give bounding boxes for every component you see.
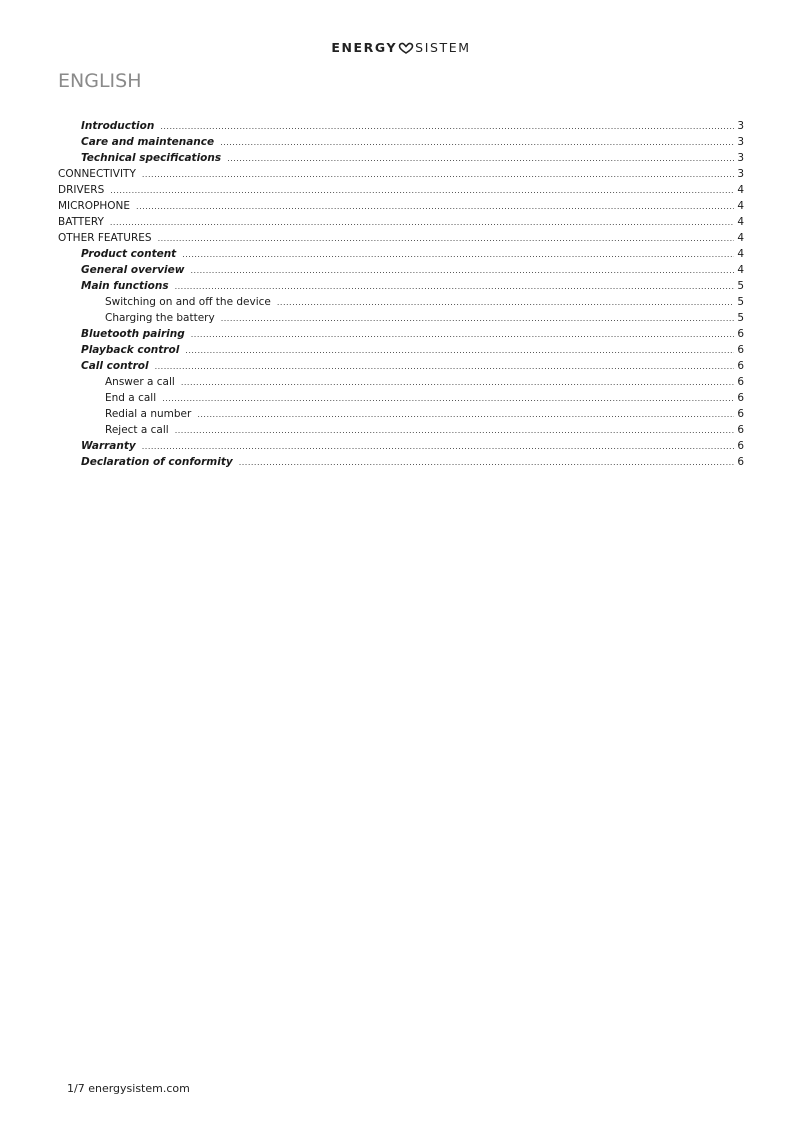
toc-entry[interactable] <box>58 454 744 470</box>
toc-dot-leader <box>136 198 734 215</box>
toc-entry-label: General overview <box>81 264 185 276</box>
toc-entry[interactable] <box>58 326 744 342</box>
toc-entry-label: Answer a call <box>105 376 175 388</box>
toc-entry-label: End a call <box>105 392 157 404</box>
toc-page-number: 6 <box>737 360 744 372</box>
toc-entry-label: Redial a number <box>105 408 192 420</box>
toc-page-number: 6 <box>737 456 744 468</box>
toc-dot-leader <box>277 294 734 311</box>
toc-page-number: 3 <box>737 136 744 148</box>
toc-page-number: 6 <box>737 392 744 404</box>
toc-entry-label: BATTERY <box>58 216 104 228</box>
toc-entry[interactable] <box>58 262 744 278</box>
heart-check-icon <box>397 40 415 55</box>
toc-entry-label: CONNECTIVITY <box>58 168 136 180</box>
toc-entry[interactable] <box>58 278 744 294</box>
toc-entry-label: OTHER FEATURES <box>58 232 152 244</box>
toc-page-number: 4 <box>737 248 744 260</box>
toc-dot-leader <box>155 358 735 375</box>
toc-entry[interactable] <box>58 358 744 374</box>
toc-entry[interactable] <box>58 294 744 310</box>
toc-dot-leader <box>197 406 734 423</box>
toc-page-number: 3 <box>737 120 744 132</box>
toc-dot-leader <box>190 262 734 279</box>
toc-dot-leader <box>142 438 735 455</box>
toc-entry-label: Care and maintenance <box>81 136 215 148</box>
toc-page-number: 4 <box>737 264 744 276</box>
toc-entry[interactable] <box>58 246 744 262</box>
toc-page-number: 3 <box>737 168 744 180</box>
logo-text-energy: ENERGY <box>331 40 398 55</box>
table-of-contents <box>58 118 744 470</box>
toc-page-number: 4 <box>737 216 744 228</box>
logo-text-sistem: SISTEM <box>415 40 471 55</box>
toc-dot-leader <box>162 390 734 407</box>
toc-entry-label: Technical specifications <box>81 152 222 164</box>
toc-dot-leader <box>175 278 735 295</box>
toc-entry-label: Main functions <box>81 280 169 292</box>
toc-entry-label: Warranty <box>81 440 136 452</box>
toc-dot-leader <box>185 342 734 359</box>
toc-dot-leader <box>110 182 734 199</box>
toc-entry[interactable] <box>58 390 744 406</box>
toc-entry-label: DRIVERS <box>58 184 105 196</box>
toc-entry-label: Reject a call <box>105 424 169 436</box>
toc-dot-leader <box>142 166 734 183</box>
toc-page-number: 4 <box>737 200 744 212</box>
brand-logo <box>0 40 802 55</box>
toc-entry-label: Declaration of conformity <box>81 456 233 468</box>
toc-dot-leader <box>182 246 734 263</box>
toc-entry-label: Bluetooth pairing <box>81 328 185 340</box>
toc-entry[interactable] <box>58 166 744 182</box>
toc-entry-label: Playback control <box>81 344 180 356</box>
toc-page-number: 4 <box>737 232 744 244</box>
toc-page-number: 5 <box>737 296 744 308</box>
toc-entry[interactable] <box>58 310 744 326</box>
toc-entry[interactable] <box>58 182 744 198</box>
toc-page-number: 6 <box>737 424 744 436</box>
toc-dot-leader <box>239 454 735 471</box>
toc-entry-label: Call control <box>81 360 149 372</box>
toc-entry[interactable] <box>58 150 744 166</box>
toc-dot-leader <box>191 326 735 343</box>
toc-entry[interactable] <box>58 230 744 246</box>
toc-dot-leader <box>227 150 734 167</box>
toc-page-number: 5 <box>737 280 744 292</box>
toc-page-number: 4 <box>737 184 744 196</box>
toc-entry-label: MICROPHONE <box>58 200 131 212</box>
toc-page-number: 6 <box>737 376 744 388</box>
toc-dot-leader <box>158 230 735 247</box>
toc-entry[interactable] <box>58 198 744 214</box>
toc-page-number: 6 <box>737 328 744 340</box>
toc-page-number: 6 <box>737 440 744 452</box>
toc-entry-label: Product content <box>81 248 177 260</box>
toc-dot-leader <box>160 118 734 135</box>
page-footer: 1/7 energysistem.com <box>67 1082 190 1095</box>
toc-page-number: 5 <box>737 312 744 324</box>
toc-dot-leader <box>175 422 735 439</box>
toc-page-number: 3 <box>737 152 744 164</box>
toc-page-number: 6 <box>737 408 744 420</box>
language-heading: ENGLISH <box>58 70 142 92</box>
toc-entry[interactable] <box>58 438 744 454</box>
toc-entry[interactable] <box>58 422 744 438</box>
toc-entry-label: Introduction <box>81 120 155 132</box>
toc-dot-leader <box>181 374 734 391</box>
toc-entry[interactable] <box>58 406 744 422</box>
toc-entry[interactable] <box>58 134 744 150</box>
toc-page-number: 6 <box>737 344 744 356</box>
toc-dot-leader <box>221 310 735 327</box>
toc-entry[interactable] <box>58 214 744 230</box>
toc-dot-leader <box>110 214 734 231</box>
toc-entry[interactable] <box>58 374 744 390</box>
toc-entry-label: Switching on and off the device <box>105 296 271 308</box>
toc-entry[interactable] <box>58 118 744 134</box>
toc-dot-leader <box>220 134 734 151</box>
toc-entry[interactable] <box>58 342 744 358</box>
toc-entry-label: Charging the battery <box>105 312 215 324</box>
